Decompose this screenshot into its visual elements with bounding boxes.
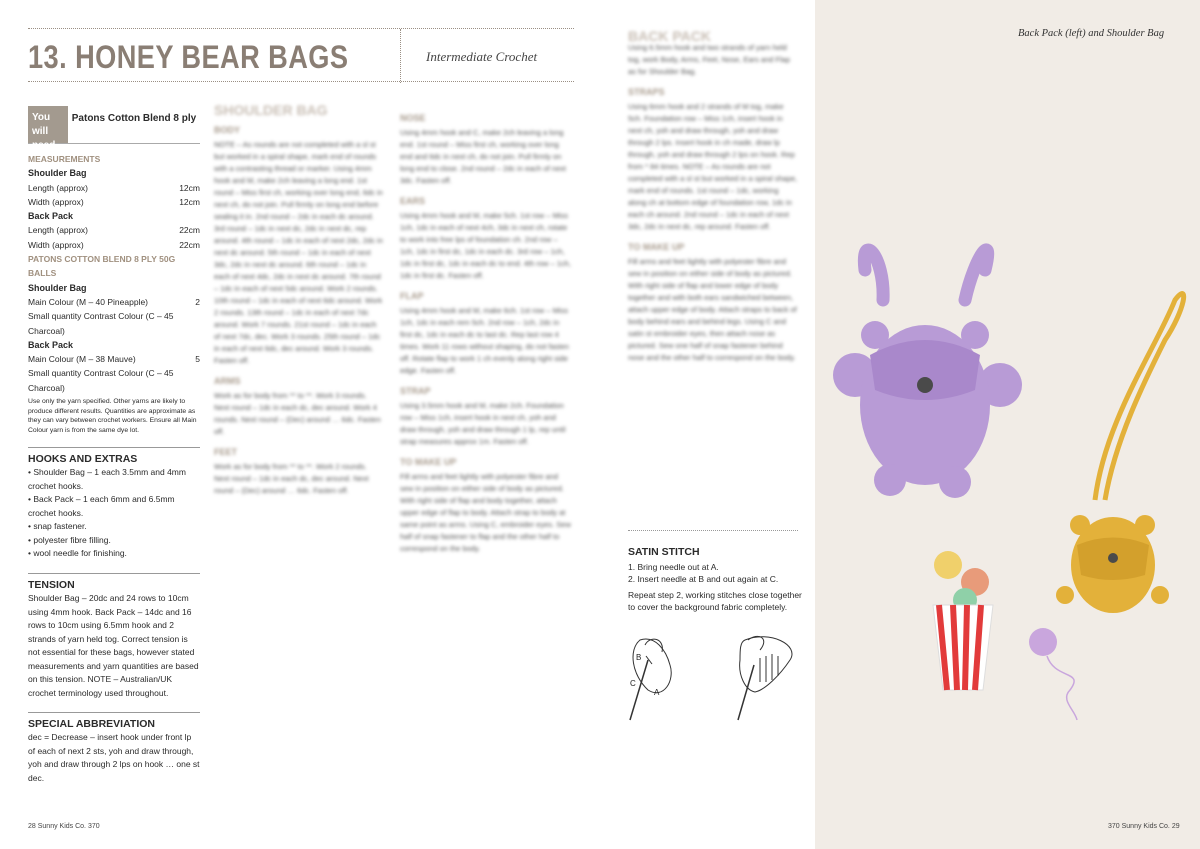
blurred-text: Using 6mm hook and 2 strands of M tog, make 5ch. Foundation row – Miss 1ch, insert hook in next ch, yoh and draw through, yoh and draw through 2 lps. Insert hook in ch made, draw lp through, yoh and draw through 2 lps on hook. Rep from * 84 times. NOTE – As rounds are not completed with a sl st but worked in a spiral shape, mark end of rounds. 1st round – 1dc, working along ch at bottom edge of foundation row, 1dc in each ch around. 2nd round – 1dc in each of next 3dc, 2dc in next dc, rep around. Fasten off. [628, 102, 798, 231]
blurred-text: Fill arms and feet lightly with polyester fibre and sew in position on either side of body as pictured. With right side of flap and body together, attach upper edge of flap to body. Attach strap to body at same point as arms. Using C, embroider eyes. Sew half of snap fastener to flap and the other half to correspond on the body. [400, 472, 571, 553]
footer-left-text: Sunny Kids Co. 370 [37, 823, 100, 830]
satin-note: Repeat step 2, working stitches close together to cover the background fabric completely. [628, 590, 802, 612]
yarn-row [28, 295, 200, 309]
blurred-text: Work as for body from ** to **. Work 3 rounds. Next round – 1dc in each dc, dec around. Work 4 rounds. Next round – (Dec) around … 6dc. Fasten off. [214, 391, 381, 436]
hooks-list [28, 466, 200, 561]
back-pack-heading: BACK PACK [628, 28, 711, 44]
section-heading: EARS [400, 196, 426, 206]
title-divider [400, 29, 401, 83]
section-heading: FLAP [400, 291, 424, 301]
abbrev-text: dec = Decrease – insert hook under front lp of each of next 2 sts, yoh and draw through, yoh and draw through 2 lps on hook … one st dec. [28, 732, 200, 783]
blurred-text: Using 4mm hook and C, make 2ch leaving a long end. 1st round – Miss first ch, working over long end and 6dc in next ch, do not join. Pull firmly on long end to close. 2nd round – 2dc in each of next 3dc. Fasten off. [400, 128, 566, 185]
yarn-row-value: 5 [195, 354, 200, 365]
section-heading: NOSE [400, 113, 426, 123]
blurred-text: Using 4mm hook and M, make 5ch. 1st row – Miss 1ch, 1dc in each of next 4ch, 3dc in next ch, rotate to work into free lps of foundation ch. 2nd row – 1ch, 1dc in first dc, 1dc in each dc. 3rd row – 1ch, 1dc in first dc, 1dc in each dc to end. 4th row – 1ch, 1dc in first dc. Fasten off. [400, 211, 571, 280]
satin-stitch-box [628, 546, 808, 613]
yarn-note: Use only the yarn specified. Other yarns are likely to produce different results. Quantities are approximate as they can vary between crochet workers. Ensure all Main Colour yarn is from the same dye lot. [28, 398, 197, 434]
label-a: A [654, 688, 660, 697]
satin-diagram-2 [738, 636, 792, 720]
satin-step: 2. Insert needle at B and out again at C. [628, 574, 779, 584]
photo-illustration [815, 0, 1200, 849]
measure-label: Width (approx) [28, 239, 84, 250]
shoulder-bag-column-2 [400, 104, 572, 555]
measure-value: 22cm [179, 225, 200, 236]
page-title: 13. HONEY BEAR BAGS [28, 39, 349, 75]
label-b: B [636, 653, 642, 662]
page-number-left: 28 [28, 823, 36, 830]
yarn-label: You will need [28, 106, 68, 143]
measure-value: 12cm [179, 196, 200, 207]
measure-value: 22cm [179, 239, 200, 250]
blurred-text: Using 3.5mm hook and M, make 2ch. Foundation row – Miss 1ch, insert hook in next ch, yoh and draw through, yoh and draw through 1 lp, rep until strap measures approx 1m. Fasten off. [400, 401, 566, 446]
popcorn-box-illustration [933, 551, 993, 690]
yarn-ball-illustration [1029, 628, 1077, 720]
section-heading: STRAPS [628, 87, 665, 97]
blurred-text: Work as for body from ** to **. Work 2 rounds. Next round – 1dc in each dc, dec around. Next round – (Dec) around … 6dc. Fasten off. [214, 462, 369, 495]
measure-value: 12cm [179, 182, 200, 193]
hooks-heading: HOOKS AND EXTRAS [28, 447, 200, 466]
yarn-qty-heading: PATONS COTTON BLEND 8 PLY 50G BALLS [28, 254, 176, 279]
yarn-row-value: 2 [195, 296, 200, 307]
yarn-row [28, 352, 200, 366]
photo-caption: Back Pack (left) and Shoulder Bag [1018, 28, 1165, 39]
section-heading: TO MAKE UP [400, 457, 457, 467]
measurements-heading: MEASUREMENTS [28, 154, 101, 164]
yarn-qty-backpack-label: Back Pack [28, 339, 74, 350]
section-heading: BODY [214, 125, 241, 135]
yarn-row-label: Small quantity Contrast Colour (C – 45 Charcoal) [28, 311, 174, 336]
tension-heading: TENSION [28, 573, 200, 592]
section-heading: STRAP [400, 386, 431, 396]
yarn-row [28, 309, 200, 338]
measure-label: Width (approx) [28, 196, 84, 207]
footer-right [1108, 823, 1180, 830]
list-item: • polyester fibre filling. [28, 534, 200, 548]
yarn-row-label: Main Colour (M – 38 Mauve) [28, 354, 136, 365]
skill-level: Intermediate Crochet [426, 49, 538, 64]
measurements-shoulder-label: Shoulder Bag [28, 168, 87, 179]
list-item: • snap fastener. [28, 520, 200, 534]
measure-row [28, 223, 200, 237]
satin-heading: SATIN STITCH [628, 546, 700, 558]
blurred-text: NOTE – As rounds are not completed with a sl st but worked in a spiral shape, mark end of rounds with a contrasting thread or marker. Using 4mm hook and M, make 2ch leaving a long end. 1st round – Miss first ch, working over long end, 6dc in next ch, do not join. Pull firmly on long end before sealing it in. 2nd round – 2dc in each dc around. 3rd round – 1dc in next dc, 2dc in next dc, rep around. 4th round – 1dc in each of next 2dc, 2dc in next dc around. 5th round – 1dc in each of next 3dc, 2dc in next dc around. 6th round – 1dc in each of next 4dc, 2dc in next dc around. 7th round – 1dc in each of next 5dc around. Work 2 rounds. 10th round – 1dc in each of next 6dc around. Work 2 rounds. 13th round – 1dc in each of next 7dc around. Work 7 rounds. 21st round – 1dc in each of next 7dc, dec. Work 3 rounds. 25th round – 1dc in each of next 6dc, dec around. Work 3 rounds. Fasten off. [214, 140, 383, 365]
yarn-name: Patons Cotton Blend 8 ply [71, 113, 197, 124]
blurred-text: Fill arms and feet lightly with polyester fibre and sew in position on either side of body as pictured. With right side of flap and lower edge of body together and with both ears sandwiched between, attach upper edge of body. Attach straps to back of body behind ears and behind legs. Using C and satin st embroider eyes, then attach nose as pictured. Sew one half of snap fastener behind nose and the other half to correspond on the body. [628, 257, 797, 362]
back-pack-column [628, 30, 798, 364]
section-heading: ARMS [214, 376, 241, 386]
title-bar [28, 28, 574, 82]
satin-diagram-1 [630, 639, 671, 720]
yarn-row [28, 366, 200, 395]
measure-label: Length (approx) [28, 182, 89, 193]
section-heading: TO MAKE UP [628, 242, 685, 252]
measure-row [28, 195, 200, 209]
yarn-row-label: Small quantity Contrast Colour (C – 45 Charcoal) [28, 368, 174, 393]
yarn-qty-shoulder-label: Shoulder Bag [28, 282, 87, 293]
measure-row [28, 238, 200, 252]
section-heading: FEET [214, 447, 238, 457]
blurred-text: Using 4mm hook and M, make 6ch. 1st row – Miss 1ch, 1dc in each rem 5ch. 2nd row – 1ch, 2dc in first dc, 1dc in each dc to last dc. Rep last row 4 times. Work 11 rows without shaping, do not fasten off. Rotate flap to work 1 ch evenly along right side edge. Fasten off. [400, 306, 569, 375]
abbrev-heading: SPECIAL ABBREVIATION [28, 712, 200, 731]
yarn-row-label: Main Colour (M – 40 Pineapple) [28, 296, 149, 307]
label-c: C [630, 679, 636, 688]
measure-label: Length (approx) [28, 225, 89, 236]
list-item: • wool needle for finishing. [28, 547, 200, 561]
page-number-right: 29 [1171, 823, 1180, 830]
shoulder-bag-illustration [1056, 294, 1184, 613]
footer-right-text: 370 Sunny Kids Co. [1108, 823, 1170, 830]
satin-stitch-diagrams [620, 620, 810, 730]
tension-text: Shoulder Bag – 20dc and 24 rows to 10cm using 4mm hook. Back Pack – 14dc and 16 rows to 10cm using 6.5mm hook and 2 strands of yarn held tog. Correct tension is not essential for these bags, however stated measurements and yarn quantities are based on this tension. NOTE – Australian/UK crochet terminology used throughout. [28, 593, 199, 698]
shoulder-bag-heading: SHOULDER BAG [214, 102, 328, 118]
blurred-text: Using 6.5mm hook and two strands of yarn held tog, work Body, Arms, Feet, Nose, Ears and Flap as for Shoulder Bag. [628, 43, 791, 76]
back-pack-illustration [833, 250, 1022, 498]
list-item: • Back Pack – 1 each 6mm and 6.5mm crochet hooks. [28, 493, 200, 520]
measurements-backpack-label: Back Pack [28, 211, 74, 222]
section-divider [628, 530, 798, 531]
satin-step: 1. Bring needle out at A. [628, 562, 719, 572]
shoulder-bag-column [214, 104, 384, 497]
footer-left [28, 823, 100, 830]
list-item: • Shoulder Bag – 1 each 3.5mm and 4mm crochet hooks. [28, 466, 200, 493]
measure-row [28, 181, 200, 195]
product-photo [815, 0, 1200, 849]
yarn-box [28, 106, 200, 151]
materials-column [28, 106, 200, 785]
